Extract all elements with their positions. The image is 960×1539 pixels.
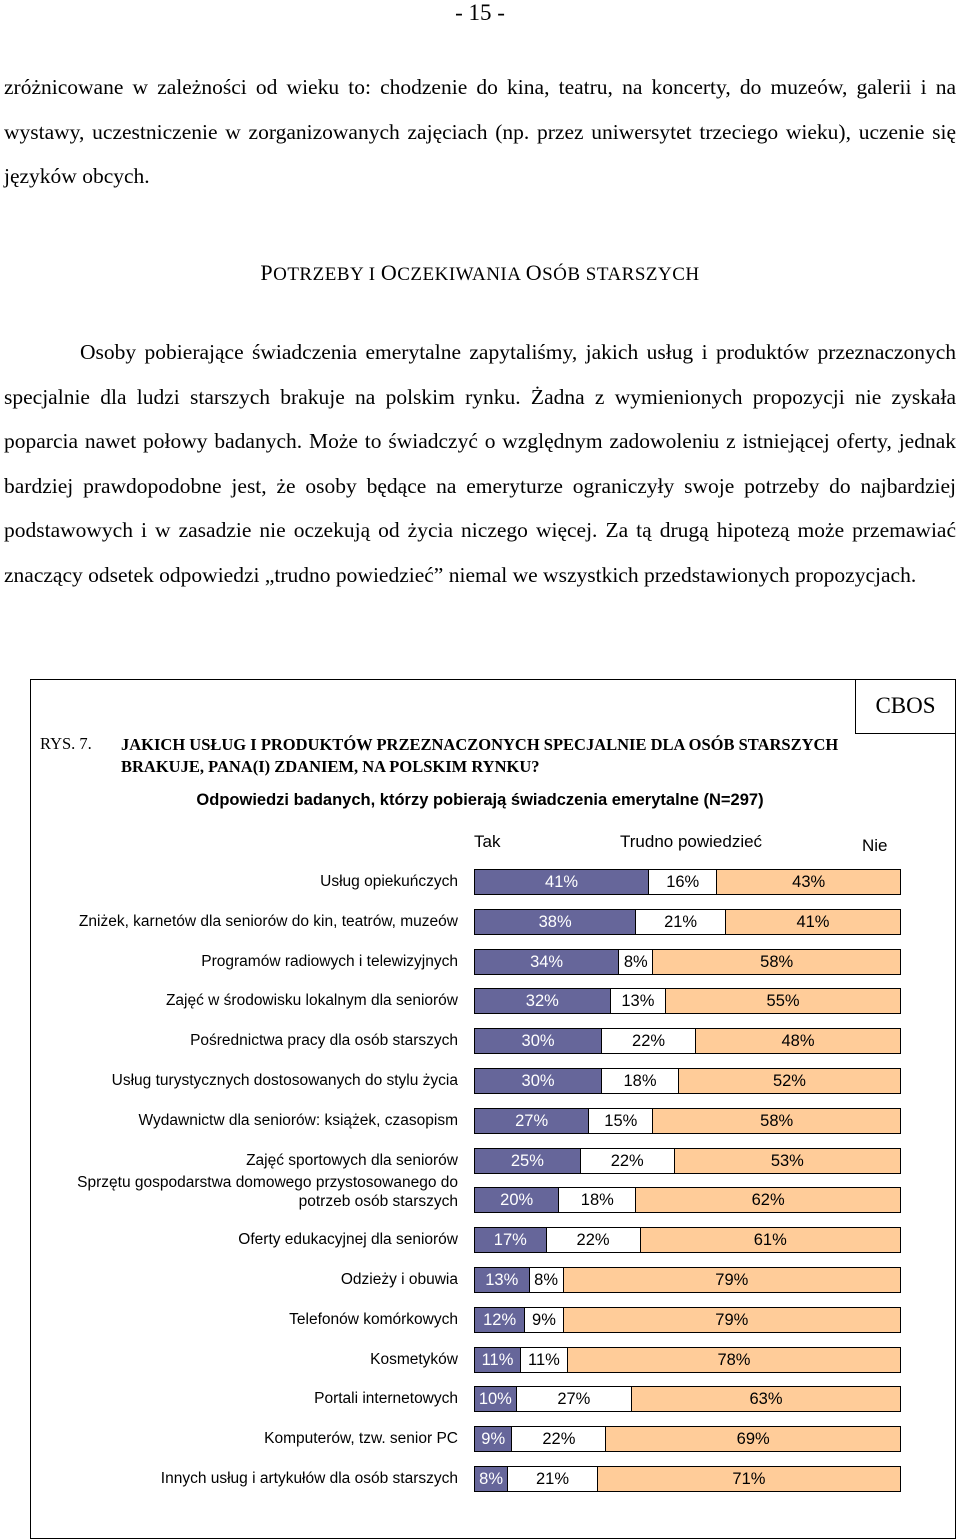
- bar-segment-tp: 11%: [521, 1347, 568, 1373]
- page-number: - 15 -: [455, 0, 505, 25]
- category-label: Wydawnictw dla seniorów: książek, czasopism: [138, 1111, 458, 1129]
- bar-segment-nie: 69%: [606, 1426, 901, 1452]
- bar-segment-tak: 20%: [474, 1187, 559, 1213]
- figure-title: JAKICH USŁUG I PRODUKTÓW PRZEZNACZONYCH SPECJALNIE DLA OSÓB STARSZYCH BRAKUJE, PANA(I) ZDANIEM, NA POLSKIM RYNKU?: [121, 735, 839, 776]
- legend-trudno-powiedziec: Trudno powiedzieć: [620, 832, 763, 851]
- bar-segment-tak: 17%: [474, 1227, 547, 1253]
- source-box: CBOS: [855, 679, 956, 734]
- category-label: Innych usług i artykułów dla osób starszych: [160, 1470, 458, 1487]
- category-label: Programów radiowych i telewizyjnych: [201, 952, 458, 970]
- figure-label: RYS. 7.: [40, 734, 92, 753]
- bar-segment-tak: 34%: [474, 949, 619, 975]
- category-label: Telefonów komórkowych: [289, 1310, 458, 1328]
- legend-tak: Tak: [474, 832, 501, 851]
- bar-segment-nie: 79%: [564, 1307, 901, 1333]
- intro-paragraph: zróżnicowane w zależności od wieku to: chodzenie do kina, teatru, na koncerty, do muzeów, galerii i na wystawy, uczestniczenie w zorganizowanych zajęciach (np. przez uniwersytet trzeciego wieku), uczenie się języków obcych.: [4, 75, 956, 188]
- bar-segment-tp: 18%: [559, 1187, 636, 1213]
- category-label: Odzieży i obuwia: [340, 1271, 458, 1288]
- bar-segment-tp: 9%: [525, 1307, 563, 1333]
- category-label: Kosmetyków: [370, 1350, 458, 1368]
- bar-segment-tak: 12%: [474, 1307, 525, 1333]
- bar-segment-nie: 61%: [641, 1227, 901, 1253]
- bar-segment-tp: 22%: [581, 1148, 675, 1174]
- heading-part: O: [380, 260, 398, 285]
- bar-segment-nie: 52%: [679, 1068, 901, 1094]
- bar-segment-nie: 58%: [653, 949, 901, 975]
- bar-segment-tak: 38%: [474, 909, 636, 935]
- bar-segment-nie: 43%: [717, 869, 901, 895]
- category-label: Portali internetowych: [314, 1390, 458, 1408]
- bar-segment-tak: 13%: [474, 1267, 530, 1293]
- bar-segment-tak: 9%: [474, 1426, 512, 1452]
- bar-segment-tp: 13%: [611, 988, 667, 1014]
- category-label: Zajęć sportowych dla seniorów: [246, 1151, 458, 1169]
- heading-part: OTRZEBY I: [273, 264, 381, 285]
- category-label: Zniżek, karnetów dla seniorów do kin, teatrów, muzeów: [78, 912, 458, 930]
- heading-part: SÓB STARSZYCH: [542, 264, 700, 285]
- category-label: Pośrednictwa pracy dla osób starszych: [190, 1032, 458, 1050]
- heading-part: P: [260, 260, 274, 285]
- bar-segment-nie: 41%: [726, 909, 901, 935]
- bar-segment-nie: 48%: [696, 1028, 901, 1054]
- bar-segment-tak: 30%: [474, 1028, 602, 1054]
- bar-segment-tp: 8%: [619, 949, 653, 975]
- category-label: Komputerów, tzw. senior PC: [264, 1430, 458, 1448]
- legend-nie: Nie: [862, 836, 888, 855]
- bar-segment-tak: 27%: [474, 1108, 589, 1134]
- bar-segment-tak: 10%: [474, 1386, 517, 1412]
- bar-segment-tp: 15%: [589, 1108, 653, 1134]
- bar-segment-nie: 55%: [666, 988, 901, 1014]
- section-heading: [0, 260, 960, 286]
- bar-segment-tp: 16%: [649, 869, 717, 895]
- bar-segment-tp: 18%: [602, 1068, 679, 1094]
- heading-part: CZEKIWANIA: [397, 264, 526, 285]
- bar-segment-tak: 25%: [474, 1148, 581, 1174]
- bar-segment-tp: 22%: [602, 1028, 696, 1054]
- bar-segment-nie: 78%: [568, 1347, 901, 1373]
- bar-segment-nie: 63%: [632, 1386, 901, 1412]
- body-paragraph: Osoby pobierające świadczenia emerytalne zapytaliśmy, jakich usług i produktów przeznaczonych specjalnie dla ludzi starszych brakuje na polskim rynku. Żadna z wymienionych propozycji nie zyskała poparcia nawet połowy badanych. Może to świadczyć o względnym zadowoleniu z istniejącej oferty, jednak bardziej prawdopodobne jest, że osoby będące na emeryturze ograniczyły swoje potrzeby do najbardziej podstawowych i w zasadzie nie oczekują od życia niczego więcej. Za tą drugą hipotezą może przemawiać znaczący odsetek odpowiedzi „trudno powiedzieć” niemal we wszystkich przedstawionych propozycjach.: [4, 340, 956, 587]
- bar-segment-tak: 8%: [474, 1466, 508, 1492]
- category-label: Zajęć w środowisku lokalnym dla seniorów: [165, 992, 458, 1010]
- bar-segment-tak: 11%: [474, 1347, 521, 1373]
- bar-segment-tp: 22%: [512, 1426, 606, 1452]
- bar-segment-tp: 21%: [636, 909, 726, 935]
- heading-part: O: [525, 260, 543, 285]
- bar-segment-tak: 41%: [474, 869, 649, 895]
- bar-segment-nie: 79%: [564, 1267, 901, 1293]
- bar-segment-nie: 58%: [653, 1108, 901, 1134]
- bar-segment-nie: 71%: [598, 1466, 901, 1492]
- bar-segment-tak: 30%: [474, 1068, 602, 1094]
- bar-segment-nie: 53%: [675, 1148, 901, 1174]
- category-label: Sprzętu gospodarstwa domowego przystosowanego do potrzeb osób starszych: [77, 1174, 458, 1211]
- bar-segment-nie: 62%: [636, 1187, 901, 1213]
- bar-segment-tp: 8%: [530, 1267, 564, 1293]
- bar-segment-tp: 22%: [547, 1227, 641, 1253]
- category-label: Usług opiekuńczych: [320, 873, 458, 890]
- category-label: Oferty edukacyjnej dla seniorów: [238, 1231, 458, 1249]
- bar-segment-tp: 21%: [508, 1466, 598, 1492]
- bar-segment-tp: 27%: [517, 1386, 632, 1412]
- bar-segment-tak: 32%: [474, 988, 611, 1014]
- figure-subtitle: Odpowiedzi badanych, którzy pobierają świadczenia emerytalne (N=297): [196, 791, 764, 809]
- category-label: Usług turystycznych dostosowanych do stylu życia: [111, 1072, 458, 1089]
